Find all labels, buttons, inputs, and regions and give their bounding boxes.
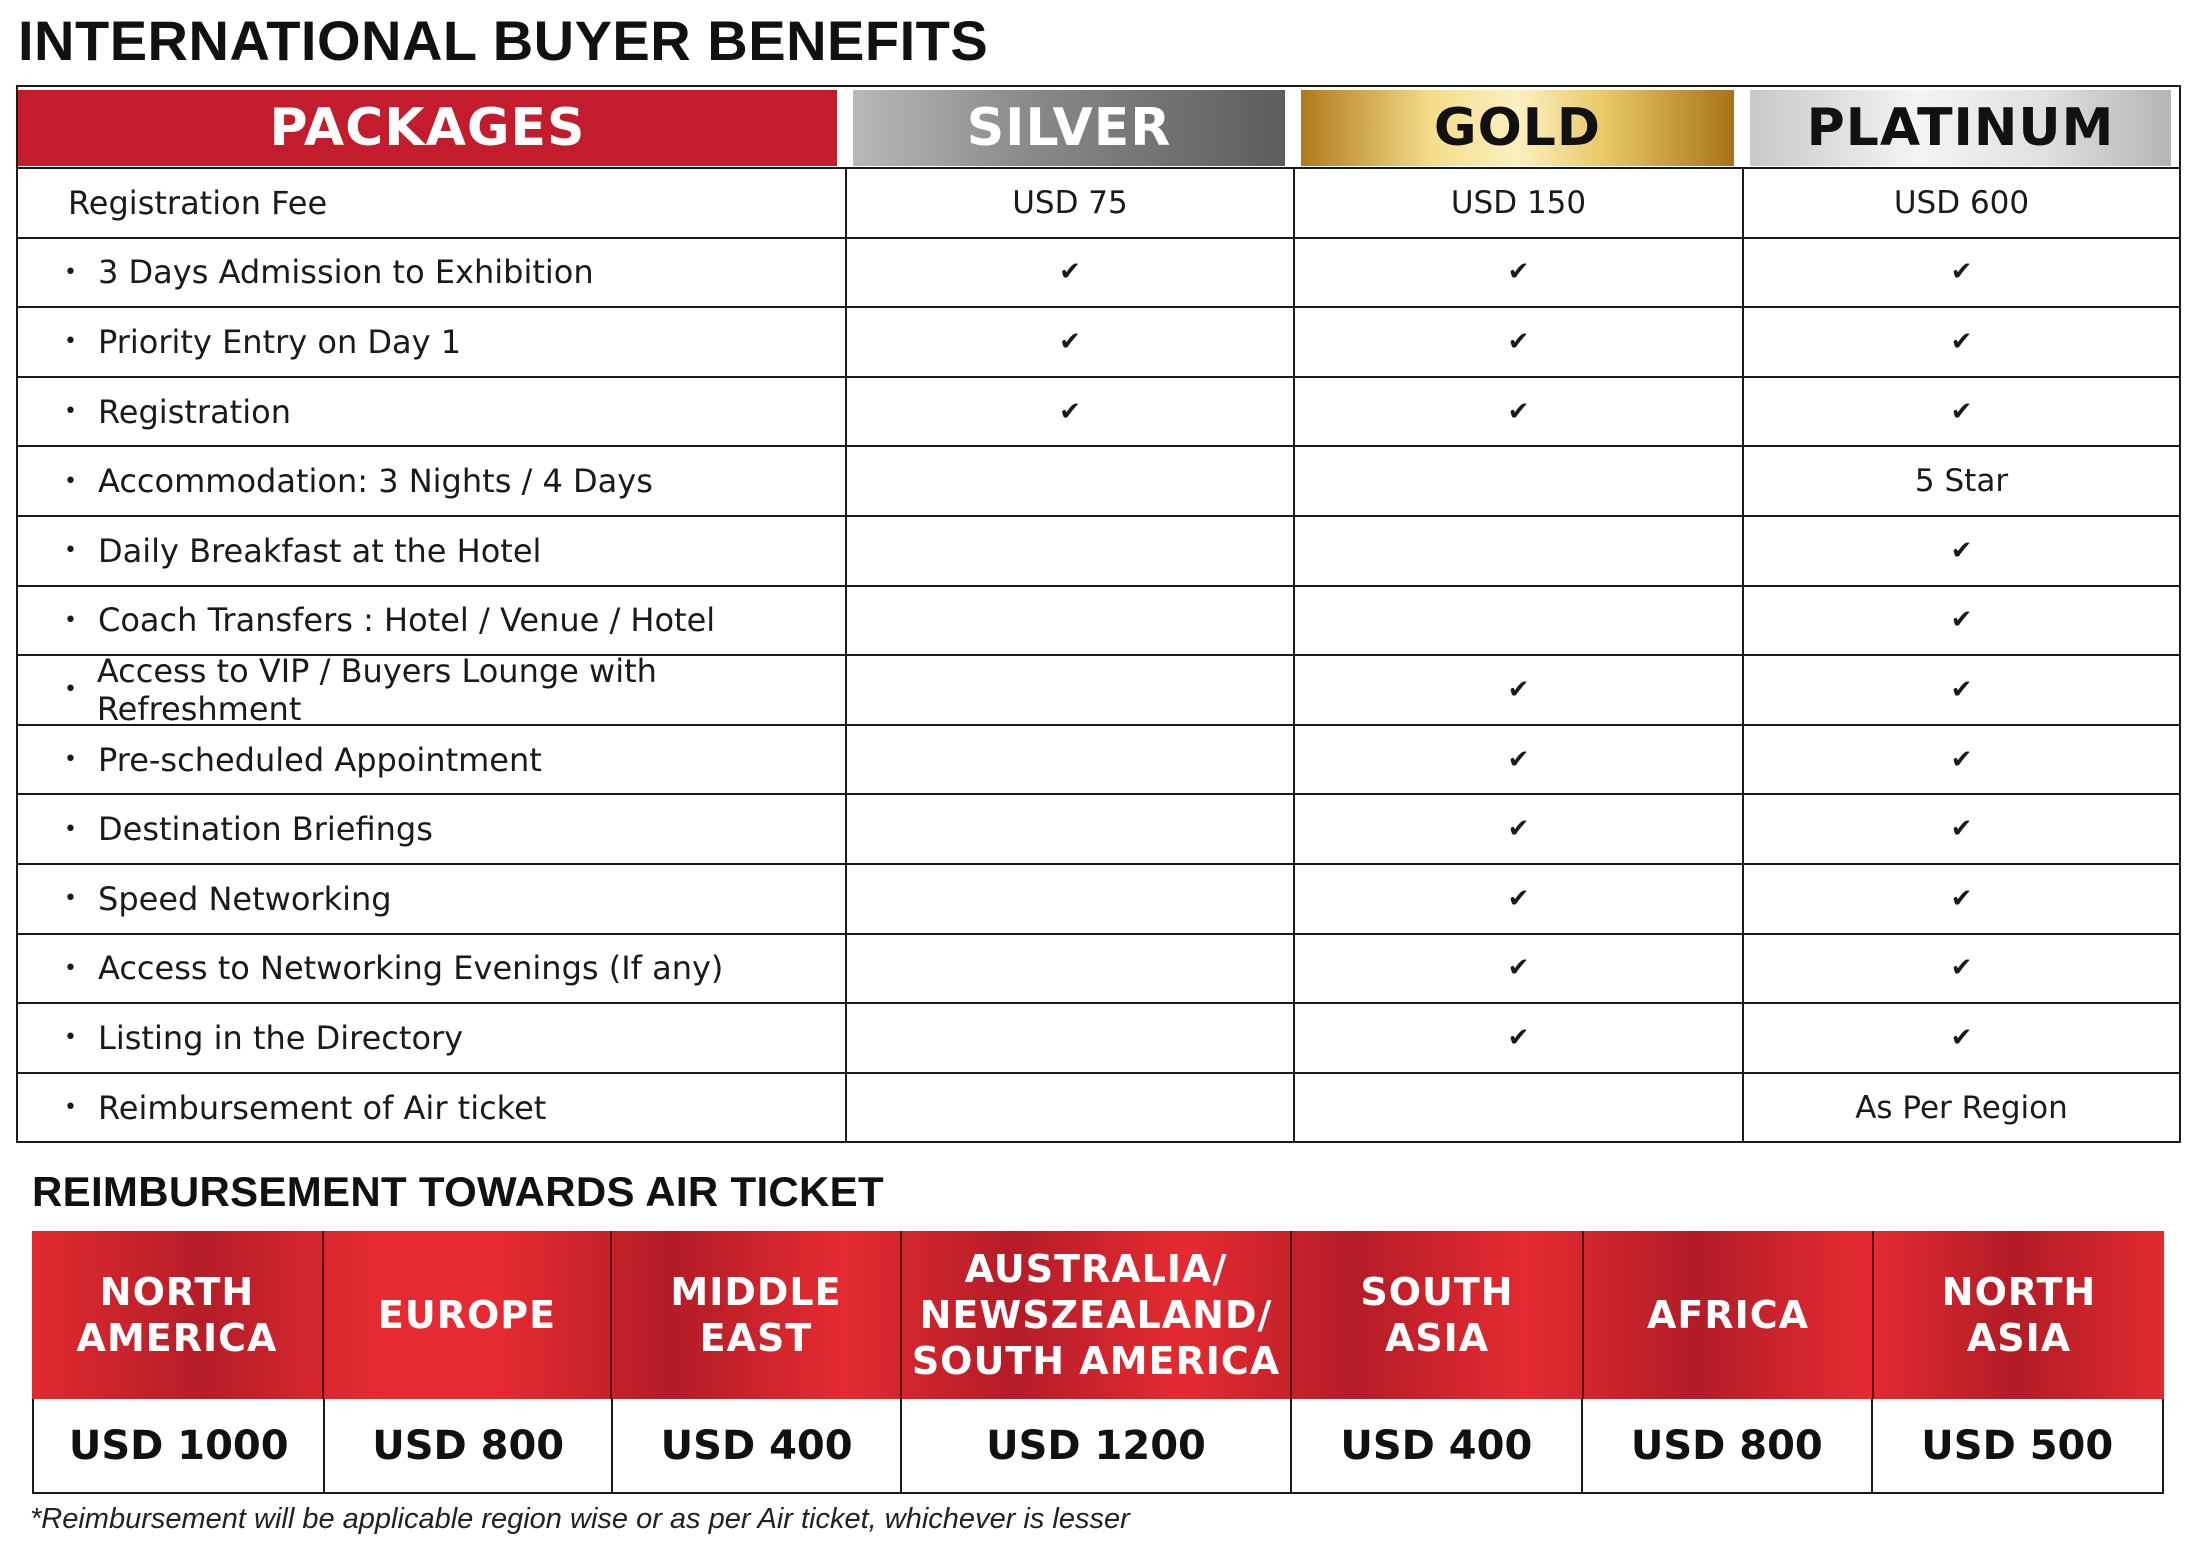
bullet-icon: •	[64, 607, 77, 633]
checkmark-icon: ✔	[1950, 396, 1973, 427]
checkmark-icon: ✔	[1950, 535, 1973, 566]
benefit-label: Registration Fee	[68, 183, 328, 222]
table-row	[18, 651, 2179, 728]
table-row	[18, 724, 2179, 794]
region-name: AUSTRALIA/ NEWSZEALAND/ SOUTH AMERICA	[900, 1231, 1290, 1399]
bullet-icon: •	[64, 955, 77, 981]
header-packages: PACKAGES	[18, 90, 837, 166]
checkmark-icon: ✔	[1059, 257, 1081, 288]
bullet-icon: •	[64, 468, 77, 494]
silver-cell	[845, 1074, 1293, 1142]
reimbursement-header-row	[32, 1231, 2164, 1399]
benefit-label-cell	[18, 1004, 845, 1072]
silver-value: USD 75	[1012, 184, 1128, 221]
table-row	[18, 237, 2179, 307]
benefit-label-cell	[18, 169, 845, 237]
region-name: SOUTH ASIA	[1290, 1231, 1582, 1399]
gold-cell	[1293, 308, 1742, 376]
platinum-value: 5 Star	[1914, 463, 2009, 500]
platinum-cell	[1742, 1004, 2179, 1072]
benefit-label: Access to VIP / Buyers Lounge with Refreshment	[96, 651, 657, 728]
silver-cell	[845, 447, 1293, 515]
checkmark-icon: ✔	[1950, 326, 1973, 357]
checkmark-icon: ✔	[1950, 814, 1973, 845]
benefit-label-cell	[18, 308, 845, 376]
platinum-value: USD 600	[1893, 184, 2030, 221]
benefit-label-cell	[18, 651, 845, 728]
table-row	[18, 515, 2179, 585]
silver-cell	[845, 1004, 1293, 1072]
checkmark-icon: ✔	[1950, 883, 1973, 914]
reimbursement-title: REIMBURSEMENT TOWARDS AIR TICKET	[32, 1168, 884, 1215]
checkmark-icon: ✔	[1950, 1022, 1973, 1053]
checkmark-icon: ✔	[1507, 326, 1530, 357]
region-amount: USD 400	[1290, 1399, 1581, 1492]
benefit-label-cell	[18, 378, 845, 446]
reimbursement-value-row	[32, 1399, 2164, 1494]
benefit-label-cell	[18, 447, 845, 515]
checkmark-icon: ✔	[1507, 257, 1530, 288]
silver-cell	[845, 517, 1293, 585]
bullet-icon: •	[64, 329, 77, 355]
bullet-icon: •	[64, 399, 77, 425]
benefit-label-cell	[18, 935, 845, 1003]
benefit-label: Accommodation: 3 Nights / 4 Days	[98, 462, 653, 501]
silver-cell	[845, 795, 1293, 863]
platinum-cell	[1742, 308, 2179, 376]
table-row	[18, 1072, 2179, 1142]
bullet-icon: •	[64, 538, 77, 564]
gold-cell	[1293, 169, 1742, 237]
platinum-cell	[1742, 795, 2179, 863]
footnote: *Reimbursement will be applicable region wise or as per Air ticket, whichever is lesser	[30, 1503, 1130, 1535]
region-amount: USD 800	[323, 1399, 610, 1492]
gold-cell	[1293, 378, 1742, 446]
benefit-label: Listing in the Directory	[98, 1018, 464, 1057]
bullet-icon: •	[64, 1025, 77, 1051]
silver-cell	[845, 169, 1293, 237]
checkmark-icon: ✔	[1507, 744, 1530, 775]
gold-cell	[1293, 726, 1742, 794]
silver-cell	[845, 587, 1293, 655]
silver-cell	[845, 656, 1293, 724]
silver-cell	[845, 239, 1293, 307]
checkmark-icon: ✔	[1507, 953, 1530, 984]
region-name: NORTH AMERICA	[76, 1270, 278, 1360]
region-name: EUROPE	[322, 1231, 610, 1399]
benefit-label: Speed Networking	[98, 879, 392, 918]
table-row	[18, 167, 2179, 237]
platinum-value: As Per Region	[1855, 1089, 2068, 1126]
benefit-label-cell	[18, 865, 845, 933]
checkmark-icon: ✔	[1507, 674, 1530, 705]
benefit-label: Coach Transfers : Hotel / Venue / Hotel	[98, 601, 716, 640]
benefit-label-cell	[18, 726, 845, 794]
checkmark-icon: ✔	[1950, 744, 1973, 775]
region-amount: USD 500	[1871, 1399, 2162, 1492]
gold-cell	[1293, 1004, 1742, 1072]
region-amount: USD 1000	[68, 1422, 289, 1469]
bullet-icon: •	[64, 1095, 77, 1121]
checkmark-icon: ✔	[1950, 674, 1973, 705]
gold-cell	[1293, 935, 1742, 1003]
table-row	[18, 933, 2179, 1003]
benefit-label-cell	[18, 517, 845, 585]
region-name: NORTH ASIA	[1872, 1231, 2164, 1399]
region-amount: USD 1200	[900, 1399, 1289, 1492]
page-title: INTERNATIONAL BUYER BENEFITS	[18, 9, 989, 72]
checkmark-icon: ✔	[1059, 326, 1081, 357]
benefit-label: Daily Breakfast at the Hotel	[98, 531, 542, 570]
benefit-label-cell	[18, 587, 845, 655]
gold-cell	[1293, 656, 1742, 724]
benefit-label: 3 Days Admission to Exhibition	[98, 253, 594, 292]
gold-cell	[1293, 795, 1742, 863]
gold-value: USD 150	[1450, 184, 1587, 221]
benefit-rows	[18, 167, 2179, 1141]
table-row	[18, 376, 2179, 446]
reimbursement-table	[32, 1231, 2164, 1494]
gold-cell	[1293, 239, 1742, 307]
checkmark-icon: ✔	[1507, 883, 1530, 914]
checkmark-icon: ✔	[1507, 814, 1530, 845]
benefit-label-cell	[18, 1074, 845, 1142]
benefit-label: Reimbursement of Air ticket	[98, 1088, 547, 1127]
region-name: MIDDLE EAST	[610, 1231, 900, 1399]
table-row	[18, 863, 2179, 933]
bullet-icon: •	[64, 747, 77, 773]
benefit-label-cell	[18, 795, 845, 863]
platinum-cell	[1742, 656, 2179, 724]
platinum-cell	[1742, 239, 2179, 307]
gold-cell	[1293, 447, 1742, 515]
benefit-label: Priority Entry on Day 1	[98, 322, 462, 361]
platinum-cell	[1742, 1074, 2179, 1142]
bullet-icon: •	[64, 677, 77, 703]
silver-cell	[845, 726, 1293, 794]
platinum-cell	[1742, 517, 2179, 585]
table-row	[18, 306, 2179, 376]
bullet-icon: •	[64, 259, 77, 285]
gold-cell	[1293, 865, 1742, 933]
benefit-label: Access to Networking Evenings (If any)	[98, 949, 724, 988]
benefit-label: Destination Briefings	[98, 810, 433, 849]
platinum-cell	[1742, 726, 2179, 794]
silver-cell	[845, 865, 1293, 933]
benefits-table	[16, 85, 2181, 1143]
checkmark-icon: ✔	[1059, 396, 1081, 427]
benefits-header-row	[18, 87, 2179, 167]
platinum-cell	[1742, 935, 2179, 1003]
platinum-cell	[1742, 169, 2179, 237]
platinum-cell	[1742, 587, 2179, 655]
platinum-cell	[1742, 865, 2179, 933]
region-amount: USD 800	[1581, 1399, 1870, 1492]
header-gold: GOLD	[1301, 90, 1734, 166]
silver-cell	[845, 935, 1293, 1003]
benefit-label-cell	[18, 239, 845, 307]
checkmark-icon: ✔	[1507, 1022, 1530, 1053]
header-silver: SILVER	[853, 90, 1285, 166]
table-row	[18, 1002, 2179, 1072]
region-amount: USD 400	[611, 1399, 900, 1492]
gold-cell	[1293, 517, 1742, 585]
gold-cell	[1293, 587, 1742, 655]
platinum-cell	[1742, 378, 2179, 446]
checkmark-icon: ✔	[1950, 605, 1973, 636]
header-platinum: PLATINUM	[1750, 90, 2171, 166]
checkmark-icon: ✔	[1507, 396, 1530, 427]
silver-cell	[845, 378, 1293, 446]
platinum-cell	[1742, 447, 2179, 515]
bullet-icon: •	[64, 816, 77, 842]
table-row	[18, 793, 2179, 863]
bullet-icon: •	[64, 886, 77, 912]
checkmark-icon: ✔	[1950, 953, 1973, 984]
benefit-label: Pre-scheduled Appointment	[98, 740, 542, 779]
table-row	[18, 445, 2179, 515]
silver-cell	[845, 308, 1293, 376]
region-name: AFRICA	[1582, 1231, 1872, 1399]
table-row	[18, 585, 2179, 655]
benefit-label: Registration	[98, 392, 291, 431]
checkmark-icon: ✔	[1950, 257, 1973, 288]
gold-cell	[1293, 1074, 1742, 1142]
